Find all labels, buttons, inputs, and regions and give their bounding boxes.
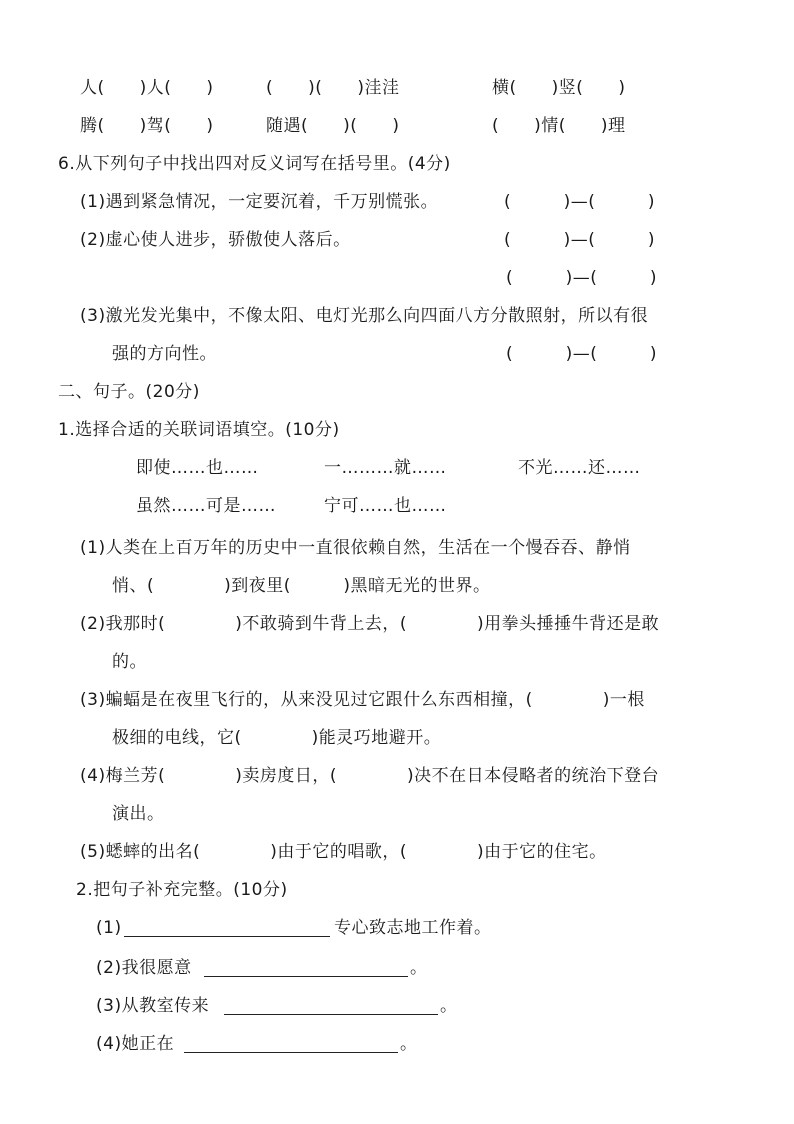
q6-item-3-cont: 强的方向性。 <box>112 344 217 364</box>
q6-pair-1: ( )—( ) <box>504 192 656 212</box>
s2-q1-title: 1.选择合适的关联词语填空。(10分) <box>58 420 340 440</box>
s2-q1-item-5: (5)蟋蟀的出名( )由于它的唱歌，( )由于它的住宅。 <box>80 842 607 862</box>
s2-q1-item-1: (1)人类在上百万年的历史中一直很依赖自然，生活在一个慢吞吞、静悄 <box>80 538 631 558</box>
s2-q1-item-2-cont: 的。 <box>112 652 147 672</box>
q6-title: 6.从下列句子中找出四对反义词写在括号里。(4分) <box>58 154 451 174</box>
idiom-6: ( )情( )理 <box>492 116 626 136</box>
s2-q2-blank-4[interactable] <box>184 1052 398 1053</box>
s2-q1-item-3-cont: 极细的电线，它( )能灵巧地避开。 <box>112 728 442 748</box>
s2-q1-item-1-cont: 悄、( )到夜里( )黑暗无光的世界。 <box>112 576 491 596</box>
idiom-2: ( )( )洼洼 <box>266 78 400 98</box>
idiom-5: 随遇( )( ) <box>266 116 400 136</box>
option-1: 即使……也…… <box>136 458 259 478</box>
idiom-1: 人( )人( ) <box>80 78 214 98</box>
s2-q2-item-3-suffix: 。 <box>440 996 458 1016</box>
s2-q1-item-3: (3)蝙蝠是在夜里飞行的，从来没见过它跟什么东西相撞，( )一根 <box>80 690 645 710</box>
s2-q2-item-2-prefix: (2)我很愿意 <box>96 958 192 978</box>
option-5: 宁可……也…… <box>324 496 447 516</box>
s2-q2-item-4-prefix: (4)她正在 <box>96 1034 175 1054</box>
s2-q1-item-4: (4)梅兰芳( )卖房度日，( )决不在日本侵略者的统治下登台 <box>80 766 660 786</box>
q6-pair-2: ( )—( ) <box>504 230 656 250</box>
s2-q1-item-4-cont: 演出。 <box>112 804 165 824</box>
s2-q2-blank-2[interactable] <box>204 976 408 977</box>
s2-q2-item-4-suffix: 。 <box>400 1034 418 1054</box>
s2-q2-blank-3[interactable] <box>224 1014 438 1015</box>
q6-item-3: (3)激光发光集中，不像太阳、电灯光那么向四面八方分散照射，所以有很 <box>80 306 649 326</box>
q6-item-1: (1)遇到紧急情况，一定要沉着，千万别慌张。 <box>80 192 439 212</box>
q6-pair-4: ( )—( ) <box>506 344 658 364</box>
option-2: 一………就…… <box>324 458 447 478</box>
s2-q2-item-1-prefix: (1) <box>96 918 122 938</box>
option-4: 虽然……可是…… <box>136 496 276 516</box>
section-2-title: 二、句子。(20分) <box>58 382 200 402</box>
s2-q2-item-3-prefix: (3)从教室传来 <box>96 996 210 1016</box>
q6-pair-3: ( )—( ) <box>506 268 658 288</box>
s2-q2-item-1-suffix: 专心致志地工作着。 <box>334 918 492 938</box>
q6-item-2: (2)虚心使人进步，骄傲使人落后。 <box>80 230 351 250</box>
option-3: 不光……还…… <box>518 458 641 478</box>
idiom-4: 腾( )驾( ) <box>80 116 214 136</box>
s2-q1-item-2: (2)我那时( )不敢骑到牛背上去，( )用拳头捶捶牛背还是敢 <box>80 614 660 634</box>
idiom-3: 横( )竖( ) <box>492 78 626 98</box>
s2-q2-blank-1[interactable] <box>124 936 330 937</box>
s2-q2-item-2-suffix: 。 <box>410 958 428 978</box>
s2-q2-title: 2.把句子补充完整。(10分) <box>76 880 288 900</box>
